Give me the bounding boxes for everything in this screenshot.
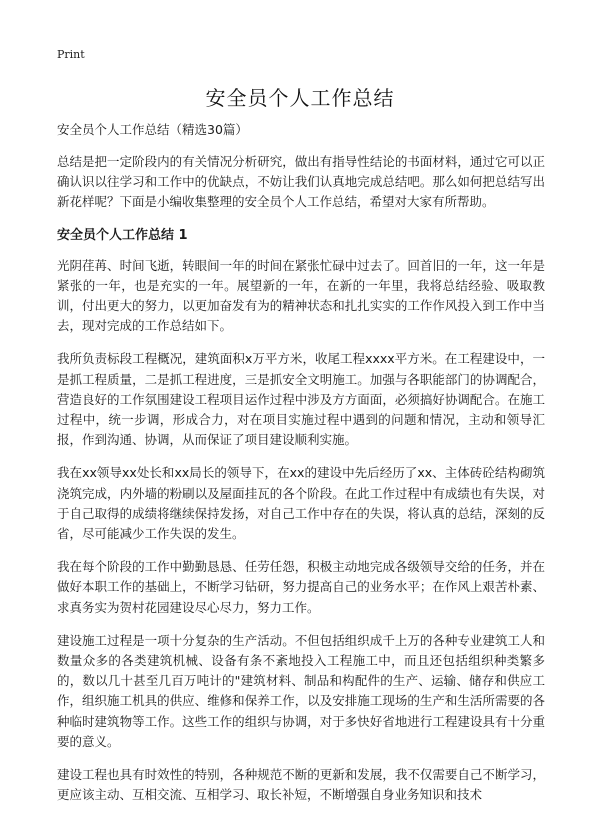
body-paragraph: 光阴荏苒、时间飞逝，转眼间一年的时间在紧张忙碌中过去了。回首旧的一年，这一年是紧张的一年，也是充实的一年。展望新的一年，在新的一年里，我将总结经验、吸取教训，付出更大的努力，以更加奋发有为的精神状态和扎扎实实的工作作风投入到工作中当去，现对完成的工作总结如下。 [57,257,545,334]
document-subtitle: 安全员个人工作总结（精选30篇） [57,122,248,137]
document-title: 安全员个人工作总结 [205,86,395,110]
body-paragraph: 我在xx领导xx处长和xx局长的领导下，在xx的建设中先后经历了xx、主体砖砼结构砌筑浇筑完成，内外墙的粉刷以及屋面挂瓦的各个阶段。在此工作过程中有成绩也有失误，对于自己取得的成绩将继续保持发扬，对自己工作中存在的失误，将认真的总结，深刻的反省，尽可能减少工作失误的发生。 [57,465,545,542]
body-paragraph: 我在每个阶段的工作中勤勤恳恳、任劳任怨，积极主动地完成各级领导交给的任务，并在做好本职工作的基础上，不断学习钻研，努力提高自己的业务水平；在作风上艰苦朴素、求真务实为贺村花园建设尽心尽力，努力工作。 [57,559,545,615]
body-paragraph: 我所负责标段工程概况，建筑面积x万平方米，收尾工程xxxx平方米。在工程建设中，一是抓工程质量，二是抓工程进度，三是抓安全文明施工。加强与各职能部门的协调配合，营造良好的工作氛围建设工程项目运作过程中涉及方方面面，必须搞好协调配合。在施工过程中，统一步调，形成合力，对在项目实施过程中遇到的问题和情况，主动和领导汇报，作到沟通、协调，从而保证了项目建设顺利实施。 [57,351,545,448]
intro-paragraph: 总结是把一定阶段内的有关情况分析研究，做出有指导性结论的书面材料，通过它可以正确认识以往学习和工作中的优缺点，不妨让我们认真地完成总结吧。那么如何把总结写出新花样呢？下面是小编收集整理的安全员个人工作总结，希望对大家有所帮助。 [57,154,545,210]
body-paragraph: 建设施工过程是一项十分复杂的生产活动。不但包括组织成千上万的各种专业建筑工人和数量众多的各类建筑机械、设备有条不紊地投入工程施工中，而且还包括组织种类繁多的，数以几十甚至几百万吨计的"建筑材料、制品和构配件的生产、运输、储存和供应工作，组织施工机具的供应、维修和保养工作，以及安排施工现场的生产和生活所需要的各种临时建筑物等工作。这些工作的组织与协调，对于多快好省地进行工程建设具有十分重要的意义。 [57,632,545,749]
document-body [57,120,545,818]
print-link[interactable]: Print [57,48,85,61]
body-paragraph: 建设工程也具有时效性的特别，各种规范不断的更新和发展，我不仅需要自己不断学习，更应该主动、互相交流、互相学习、取长补短，不断增强自身业务知识和技术 [57,767,545,803]
section-heading: 安全员个人工作总结 1 [57,227,188,243]
